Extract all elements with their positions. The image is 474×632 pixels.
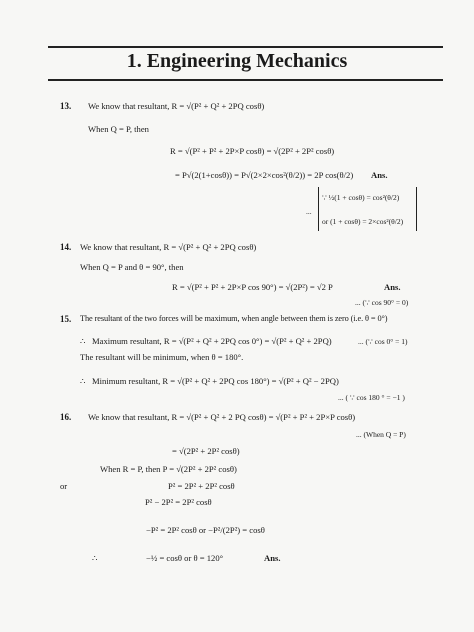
q13-bracket-dots: ... xyxy=(306,207,312,216)
q16-or-label: or xyxy=(60,481,68,491)
q16-note: ... (When Q = P) xyxy=(356,430,406,439)
q16-number: 16. xyxy=(60,412,72,422)
q16-therefore: ∴ xyxy=(92,553,98,563)
chapter-title: 1. Engineering Mechanics xyxy=(126,50,348,72)
q13-number: 13. xyxy=(60,101,72,111)
q14-answer: Ans. xyxy=(384,282,401,292)
q16-line3: When R = P, then P = √(2P² + 2P² cosθ) xyxy=(100,464,237,474)
q16-answer: Ans. xyxy=(264,553,281,563)
q14-number: 14. xyxy=(60,242,72,252)
q14-when: When Q = P and θ = 90°, then xyxy=(80,262,184,272)
q16-line1: We know that resultant, R = √(P² + Q² + 2 PQ cosθ) = √(P² + P² + 2P×P cosθ) xyxy=(88,412,356,422)
q15-max-line: Maximum resultant, R = √(P² + Q² + 2PQ cos 0°) = √(P² + Q² + 2PQ) xyxy=(92,336,332,346)
q13-line2: R = √(P² + P² + 2P×P cosθ) = √(2P² + 2P² cosθ) xyxy=(170,146,335,156)
q15-number: 15. xyxy=(60,314,72,324)
q14-note: ... (∵ cos 90° = 0) xyxy=(355,298,409,307)
q13-bracket-line2: or (1 + cosθ) = 2×cos²(θ/2) xyxy=(322,217,404,226)
q14-line2: R = √(P² + P² + 2P×P cos 90°) = √(2P²) = √2 P xyxy=(172,282,333,292)
top-rule xyxy=(48,46,443,48)
q15-min-note: ... ( ∵ cos 180 ° = −1 ) xyxy=(338,393,405,402)
q15-min-line: Minimum resultant, R = √(P² + Q² + 2PQ cos 180°) = √(P² + Q² − 2PQ) xyxy=(92,376,339,386)
q13-line1: We know that resultant, R = √(P² + Q² + 2PQ cosθ) xyxy=(88,101,265,111)
q15-max-note: ... (∵ cos 0° = 1) xyxy=(358,337,408,346)
q13-when: When Q = P, then xyxy=(88,124,149,134)
q15-line1: The resultant of the two forces will be maximum, when angle between them is zero (i.e. θ = 0°) xyxy=(80,314,388,323)
q15-min-text: The resultant will be minimum, when θ = 180°. xyxy=(80,352,244,362)
q15-therefore-2: ∴ xyxy=(80,376,86,386)
q16-line5: P² − 2P² = 2P² cosθ xyxy=(145,497,212,507)
q16-line6: −P² = 2P² cosθ or −P²/(2P²) = cosθ xyxy=(146,525,265,535)
q16-line2: = √(2P² + 2P² cosθ) xyxy=(172,446,240,456)
q16-line4: P² = 2P² + 2P² cosθ xyxy=(168,481,235,491)
q13-bracket-line1: ∵ ½(1 + cosθ) = cos²(θ/2) xyxy=(322,193,400,202)
q14-line1: We know that resultant, R = √(P² + Q² + 2PQ cosθ) xyxy=(80,242,257,252)
q16-line7: −½ = cosθ or θ = 120° xyxy=(146,553,224,563)
q15-therefore-1: ∴ xyxy=(80,336,86,346)
q13-line3: = P√(2(1+cosθ)) = P√(2×2×cos²(θ/2)) = 2P cos(θ/2) xyxy=(175,170,354,180)
q13-answer: Ans. xyxy=(371,170,388,180)
title-underline xyxy=(48,79,443,81)
